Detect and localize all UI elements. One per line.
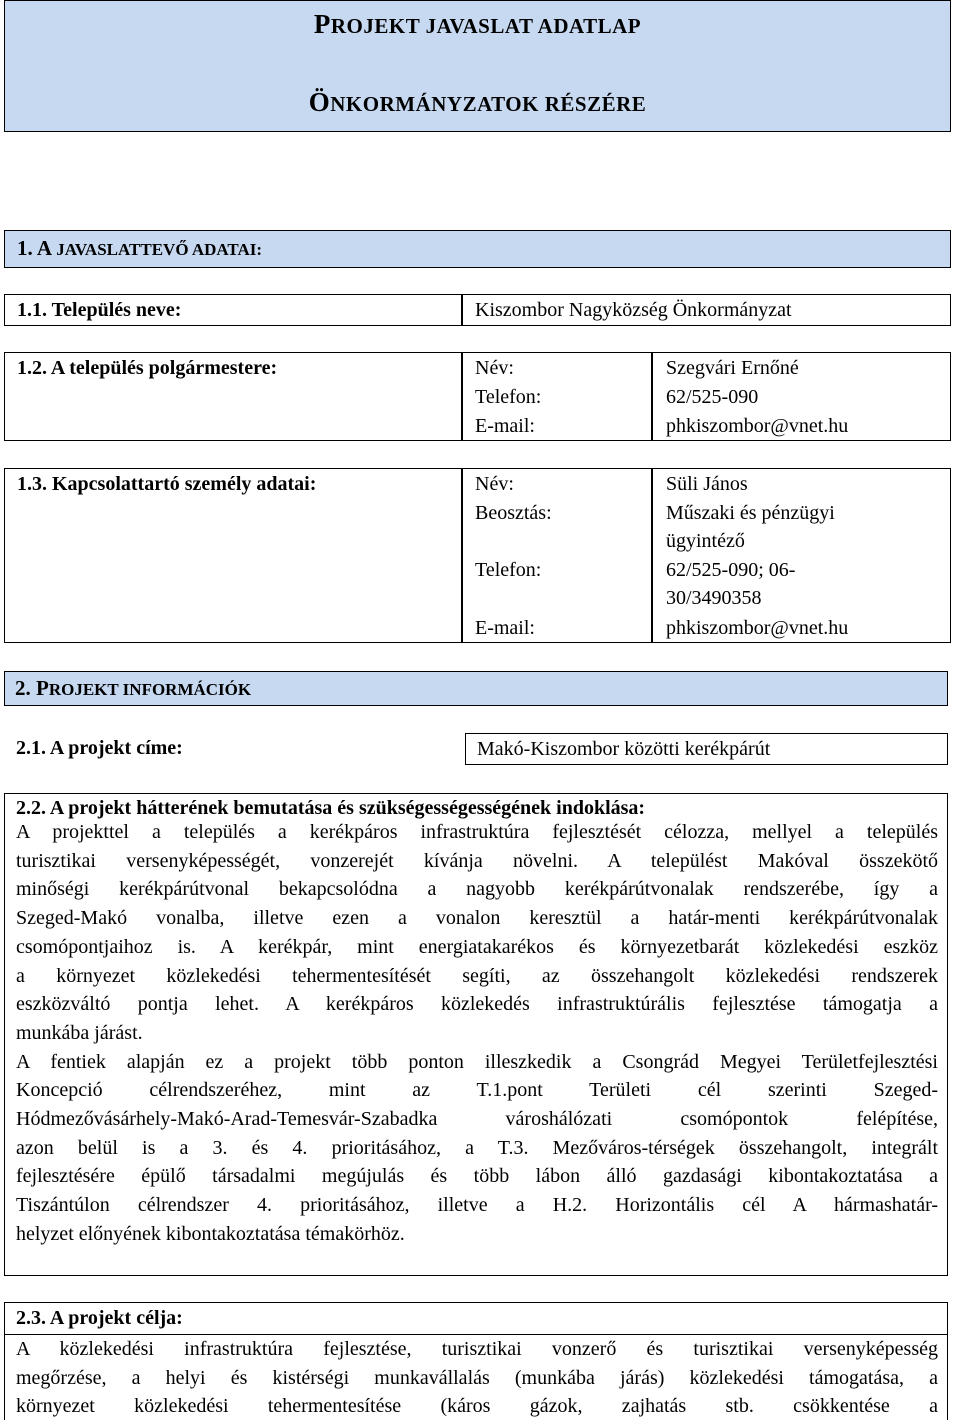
project-background-box [4, 793, 948, 1276]
mayor-phone: 62/525-090 [666, 386, 759, 408]
contact-role-line-2: ügyintéző [666, 530, 745, 552]
contact-name: Süli János [666, 473, 748, 495]
contact-label-cell: 1.3. Kapcsolattartó személy adatai: [4, 468, 462, 643]
project-goal-label-cell: 2.3. A projekt célja: [4, 1302, 948, 1335]
settlement-name-value-cell: Kiszombor Nagyközség Önkormányzat [462, 294, 951, 326]
section-2-header: 2. PROJEKT INFORMÁCIÓK [4, 671, 948, 706]
contact-keys-cell: Név: Beosztás: Telefon: E-mail: [462, 468, 652, 643]
mayor-keys-cell: Név: Telefon: E-mail: [462, 352, 652, 441]
contact-values-cell [652, 468, 951, 643]
title-line-1: PROJEKT JAVASLAT ADATLAP [313, 9, 642, 39]
title-block [4, 0, 951, 132]
contact-role-line-1: Műszaki és pénzügyi [666, 502, 835, 524]
contact-email: phkiszombor@vnet.hu [666, 617, 849, 639]
project-goal-text: A közlekedési infrastruktúra fejlesztése, turisztikai vonzerő és turisztikai versenyképesség megőrzése, a helyi és kistérségi munkavállalás (munkába járás) közlekedési támogatása, a környezet közlekedési tehermentesítése (káros gázok, zajhatás stb. csökkentése a [16, 1338, 938, 1418]
project-title: Makó-Kiszombor közötti kerékpárút [477, 738, 771, 760]
project-title-label: 2.1. A projekt címe: [16, 737, 183, 759]
section-1-header: 1. A JAVASLATTEVŐ ADATAI: [4, 230, 951, 268]
project-goal-box [4, 1334, 948, 1420]
mayor-values-cell [652, 352, 951, 441]
mayor-name: Szegvári Ernőné [666, 357, 799, 379]
project-background-text: A projekttel a település a kerékpáros infrastruktúra fejlesztését célozza, mellyel a település turisztikai versenyképességét, vonzerejét kívánja növelni. A települést Makóval összekötő minőségi kerékpárútvonal bekapcsolódna a nagyobb kerékpárútvonalak rendszerébe, így a Szeged-Makó vonalba, illetve ezen a vonalon keresztül a határ-menti kerékpárútvonalak csomópontjaihoz is. A kerékpár, mint energiatakarékos és környezetbarát közlekedési eszköz a környezet közlekedési tehermentesítését segíti, az összehangolt közlekedési rendszerek eszközváltó pontja lehet. A kerékpáros közlekedés infrastruktúrális fejlesztése támogatja a munkába járást. A fentiek alapján ez a projekt több ponton illeszkedik a Csongrád Megyei Területfejlesztési Koncepció célrendszeréhez, mint az T.1.pont Területi cél szerinti Szeged- Hódmezővásárhely-Makó-Arad-Temesvár-Szabadka városhálózati csomópontok felépítése, azon belül is a 3. és 4. prioritásához, a T.3. Mezőváros-térségek összehangolt, integrált fejlesztésére épülő társadalmi megújulás és több lábon álló gazdasági kibontakoztatása a Tiszántúlon célrendszer 4. prioritásához, illetve a H.2. Horizontális cél A hármashatár- helyzet előnyének kibontakoztatása témakörhöz. [16, 821, 938, 1245]
contact-phone-line-2: 30/3490358 [666, 587, 762, 609]
project-title-value-cell [465, 733, 948, 765]
contact-phone-line-1: 62/525-090; 06- [666, 559, 796, 581]
settlement-name-label-cell: 1.1. Település neve: [4, 294, 462, 326]
mayor-label-cell: 1.2. A település polgármestere: [4, 352, 462, 441]
title-line-2: ÖNKORMÁNYZATOK RÉSZÉRE [308, 87, 647, 117]
project-background-label: 2.2. A projekt hátterének bemutatása és szükségességességének indoklása: [16, 797, 646, 819]
mayor-email: phkiszombor@vnet.hu [666, 415, 849, 437]
